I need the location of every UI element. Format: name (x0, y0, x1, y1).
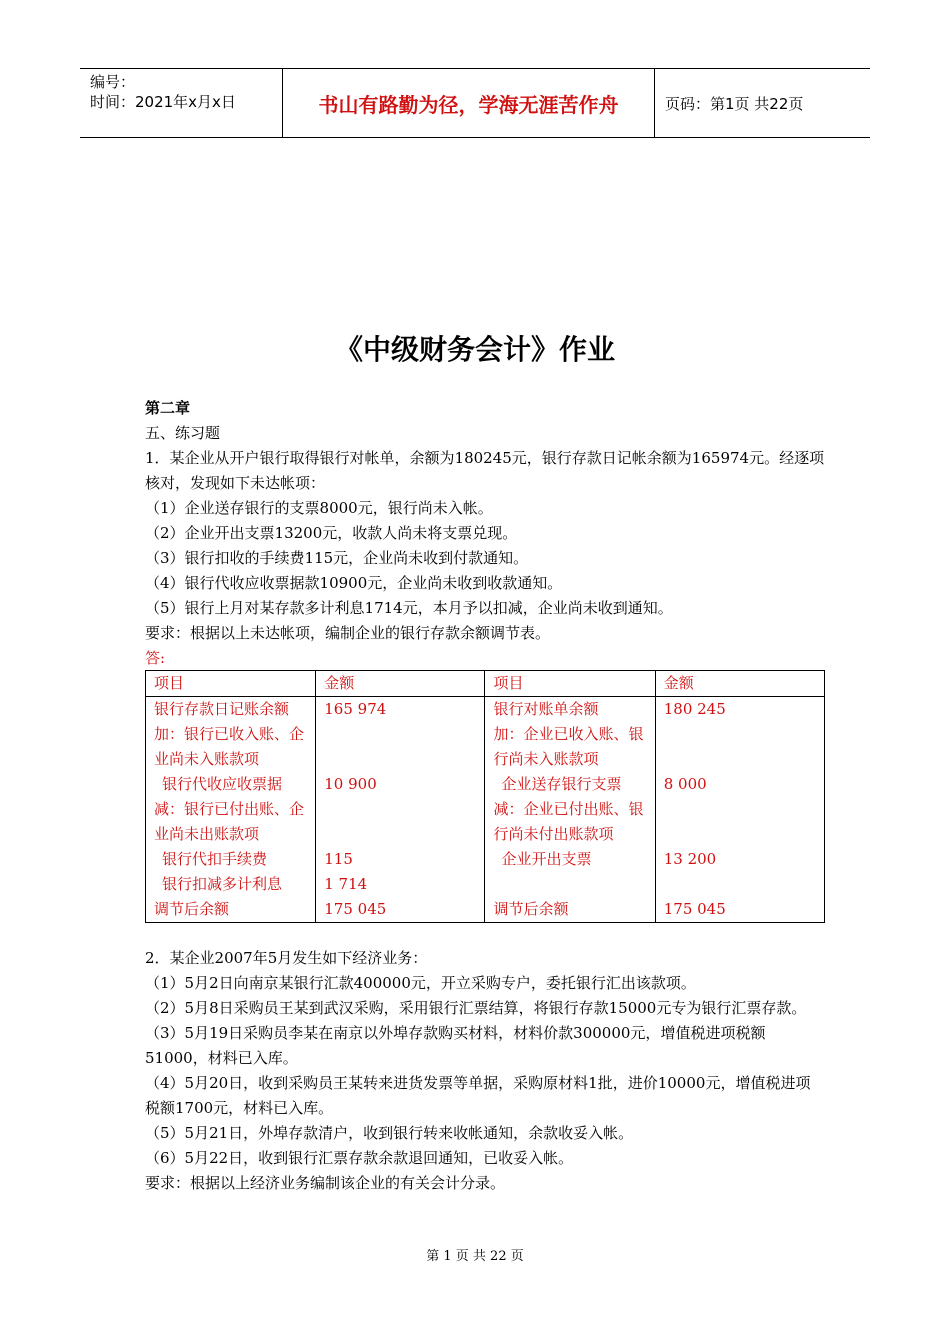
left-item: 银行代收应收票据 (162, 775, 283, 793)
right-amount: 175 045 (663, 900, 726, 918)
document-header (80, 68, 870, 138)
left-amount: 10 900 (324, 775, 377, 793)
chapter-heading: 第二章 (145, 399, 191, 417)
right-item-spacer (493, 872, 654, 897)
right-item: 银行对账单余额 (493, 700, 599, 718)
left-amounts-cell (316, 697, 485, 923)
right-item: 减：企业已付出账、银行尚未付出账款项 (493, 800, 644, 843)
q2-requirement: 要求：根据以上经济业务编制该企业的有关会计分录。 (145, 1174, 506, 1192)
left-item: 减：银行已付出账、企业尚未出账款项 (154, 800, 305, 843)
table-header-cell: 金额 (655, 671, 824, 697)
left-item: 银行扣减多计利息 (162, 875, 283, 893)
q2-item: （1）5月2日向南京某银行汇款400000元，开立采购专户，委托银行汇出该款项。 (145, 974, 696, 992)
right-items-cell (485, 697, 655, 923)
left-amount-spacer (324, 722, 484, 772)
q2-item: （6）5月22日，收到银行汇票存款余款退回通知，已收妥入帐。 (145, 1149, 574, 1167)
q1-item: （4）银行代收应收票据款10900元，企业尚未收到收款通知。 (145, 574, 563, 592)
right-amount-spacer (664, 872, 824, 897)
left-item: 银行存款日记账余额 (154, 700, 290, 718)
table-header-cell: 金额 (316, 671, 485, 697)
left-amount: 115 (324, 850, 353, 868)
right-item: 调节后余额 (493, 900, 569, 918)
answer-label: 答: (145, 649, 166, 667)
date-label: 时间：2021年x月x日 (90, 93, 236, 111)
left-amount: 1 714 (324, 875, 368, 893)
right-amount: 180 245 (663, 700, 726, 718)
q2-intro: 2．某企业2007年5月发生如下经济业务： (145, 949, 428, 967)
left-amount: 165 974 (324, 700, 387, 718)
table-header-cell: 项目 (146, 671, 316, 697)
left-item: 加：银行已收入账、企业尚未入账款项 (154, 725, 305, 768)
q1-item: （3）银行扣收的手续费115元，企业尚未收到付款通知。 (145, 549, 529, 567)
number-label: 编号： (90, 73, 136, 91)
table-header-row (146, 671, 825, 697)
left-amount: 175 045 (324, 900, 387, 918)
right-amount: 13 200 (663, 850, 717, 868)
section-heading: 五、练习题 (145, 424, 221, 442)
question-1-section (145, 396, 825, 671)
header-page-info: 页码：第1页 共22页 (665, 94, 804, 113)
q1-intro: 1．某企业从开户银行取得银行对帐单，余额为180245元，银行存款日记帐余额为165974元。经逐项核对，发现如下未达帐项： (145, 449, 825, 492)
table-body-row (146, 697, 825, 923)
left-amount-spacer (324, 797, 484, 847)
q2-item: （5）5月21日，外埠存款清户，收到银行转来收帐通知，余款收妥入帐。 (145, 1124, 634, 1142)
table-header-cell: 项目 (485, 671, 655, 697)
reconciliation-table (145, 670, 825, 923)
q2-item: （3）5月19日采购员李某在南京以外埠存款购买材料，材料价款300000元，增值税进项税额51000，材料已入库。 (145, 1024, 766, 1067)
q1-item: （5）银行上月对某存款多计利息1714元，本月予以扣减，企业尚未收到通知。 (145, 599, 673, 617)
left-items-cell (146, 697, 316, 923)
header-meta (80, 69, 283, 137)
right-amounts-cell (655, 697, 824, 923)
right-amount-spacer (664, 722, 824, 772)
question-2-section (145, 946, 825, 1196)
right-amount-spacer (664, 797, 824, 847)
page-footer: 第 1 页 共 22 页 (426, 1249, 524, 1264)
q2-item: （2）5月8日采购员王某到武汉采购，采用银行汇票结算，将银行存款15000元专为银行汇票存款。 (145, 999, 807, 1017)
q1-item: （1）企业送存银行的支票8000元，银行尚未入帐。 (145, 499, 493, 517)
header-motto: 书山有路勤为径，学海无涯苦作舟 (283, 69, 655, 137)
document-title: 《中级财务会计》作业 (334, 333, 615, 366)
right-amount: 8 000 (663, 775, 707, 793)
right-item: 加：企业已收入账、银行尚未入账款项 (493, 725, 644, 768)
q2-item: （4）5月20日，收到采购员王某转来进货发票等单据，采购原材料1批，进价10000元，增值税进项税额1700元，材料已入库。 (145, 1074, 811, 1117)
left-item: 调节后余额 (154, 900, 230, 918)
right-item: 企业送存银行支票 (501, 775, 622, 793)
left-item: 银行代扣手续费 (162, 850, 268, 868)
q1-requirement: 要求：根据以上未达帐项，编制企业的银行存款余额调节表。 (145, 624, 551, 642)
q1-item: （2）企业开出支票13200元，收款人尚未将支票兑现。 (145, 524, 518, 542)
right-item: 企业开出支票 (501, 850, 592, 868)
